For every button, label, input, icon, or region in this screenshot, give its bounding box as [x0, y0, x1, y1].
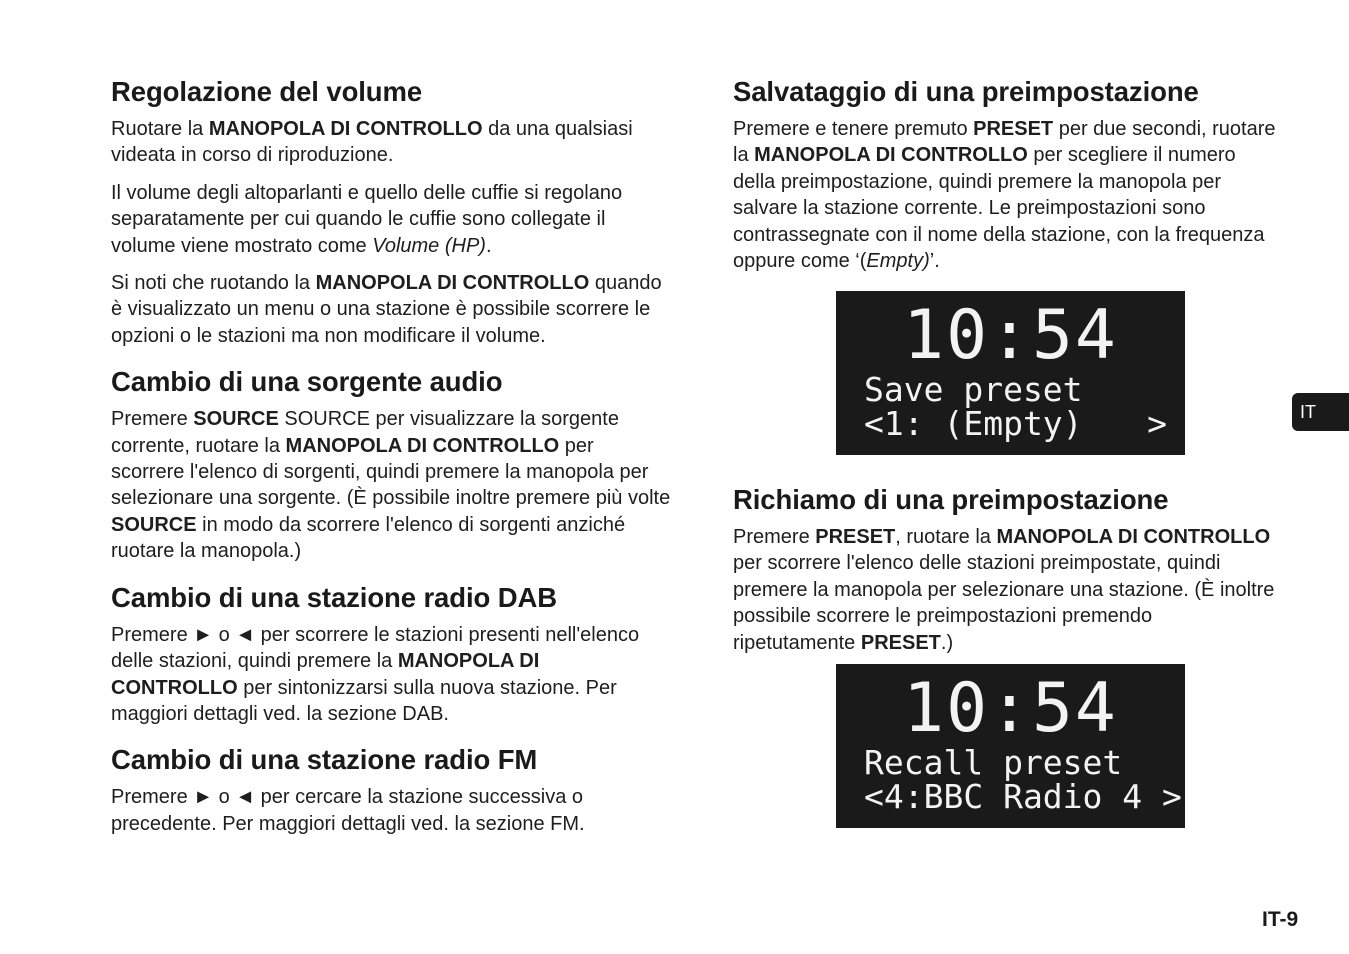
language-tab: IT — [1292, 393, 1349, 431]
volume-heading: Regolazione del volume — [111, 76, 423, 107]
display-line-2: <1: (Empty) — [864, 404, 1083, 443]
dab-paragraph — [111, 622, 671, 728]
display-clock: 10:54 — [903, 296, 1118, 375]
recall-preset-paragraph — [733, 524, 1278, 656]
left-column — [111, 72, 671, 848]
save-preset-heading: Salvataggio di una preimpostazione — [733, 76, 1199, 107]
text-span: da una qualsiasi videata in corso di riproduzione. — [111, 118, 633, 167]
dab-heading: Cambio di una stazione radio DAB — [111, 581, 558, 613]
text-span: .) — [940, 631, 954, 654]
display-line-2: <4:BBC Radio 4 > — [864, 777, 1182, 816]
volume-paragraph-3 — [111, 270, 671, 349]
text-span: Premere — [111, 408, 194, 431]
right-column — [733, 72, 1278, 285]
source-term: SOURCE — [111, 513, 197, 536]
display-clock: 10:54 — [903, 669, 1118, 748]
fm-heading: Cambio di una stazione radio FM — [111, 744, 538, 776]
fm-paragraph — [111, 784, 671, 837]
volume-section — [111, 72, 671, 349]
text-span: Ruotare la — [111, 118, 209, 140]
page-number: IT-9 — [1262, 908, 1299, 931]
text-span: per scorrere l'elenco di sorgenti, quindi premere la manopola per selezionare una sorgente. (È possibile inoltre premere più volte — [111, 434, 671, 510]
source-paragraph — [111, 406, 671, 564]
text-span: Premere e tenere premuto — [733, 118, 974, 140]
save-preset-display — [836, 291, 1185, 455]
text-span: Premere ► o ◄ per cercare la stazione successiva o precedente. Per maggiori dettagli ved. la sezione FM. — [111, 786, 585, 835]
text-span: quando è visualizzato un menu o una stazione è possibile scorrere le opzioni o le stazioni ma non modificare il volume. — [111, 272, 662, 347]
empty-term: Empty) — [866, 250, 930, 273]
volume-paragraph-2 — [111, 180, 671, 259]
text-span: in modo da scorrere l'elenco di sorgenti anziché ruotare la manopola.) — [111, 513, 626, 563]
control-knob-term: MANOPOLA DI CONTROLLO — [315, 272, 590, 295]
text-span: Si noti che ruotando la — [111, 272, 316, 295]
text-span: per due secondi, ruotare la — [733, 118, 1276, 167]
control-knob-term: MANOPOLA DI CONTROLLO — [996, 526, 1271, 548]
text-span: per sintonizzarsi sulla nuova stazione. Per maggiori dettagli ved. la sezione DAB. — [111, 676, 617, 725]
text-span: per scegliere il numero della preimpostazione, quindi premere la manopola per salvare la stazione corrente. Le preimpostazioni sono contrassegnate con il nome della stazione, con la frequenza oppure come ‘( — [733, 144, 1265, 273]
preset-term: PRESET — [815, 526, 896, 548]
source-section — [111, 362, 671, 564]
text-span: ’. — [929, 250, 940, 273]
dab-section — [111, 578, 671, 728]
save-preset-section — [733, 72, 1278, 274]
display-arrow: > — [1147, 404, 1167, 443]
recall-preset-display — [836, 664, 1185, 828]
source-heading: Cambio di una sorgente audio — [111, 366, 503, 398]
text-span: , ruotare la — [895, 526, 997, 548]
control-knob-term: MANOPOLA DI CONTROLLO — [754, 144, 1028, 167]
preset-term: PRESET — [860, 631, 941, 654]
text-span: Premere — [733, 526, 816, 548]
text-span: . — [485, 234, 492, 257]
source-term: SOURCE — [193, 408, 279, 431]
control-knob-term: MANOPOLA DI CONTROLLO — [208, 118, 483, 140]
volume-paragraph-1 — [111, 116, 671, 169]
save-preset-paragraph — [733, 116, 1278, 274]
display-line-1: Save preset — [864, 370, 1083, 409]
preset-term: PRESET — [973, 118, 1054, 140]
text-span: Il volume degli altoparlanti e quello delle cuffie si regolano separatamente per cui quando le cuffie sono collegate il volume viene mostrato come — [111, 181, 623, 257]
control-knob-term: MANOPOLA DI CONTROLLO — [285, 434, 560, 457]
recall-preset-heading: Richiamo di una preimpostazione — [733, 484, 1169, 515]
text-span: SOURCE per visualizzare la sorgente corrente, ruotare la — [111, 408, 619, 457]
text-span: Premere ► o ◄ per scorrere le stazioni presenti nell'elenco delle stazioni, quindi premere la — [111, 623, 640, 673]
control-knob-term: MANOPOLA DI CONTROLLO — [111, 650, 540, 699]
display-line-1: Recall preset — [864, 743, 1123, 782]
text-span: per scorrere l'elenco delle stazioni preimpostate, quindi premere la manopola per selezionare una stazione. (È inoltre possibile scorrere le preimpostazioni premendo ripetutamente — [733, 552, 1275, 654]
recall-preset-section — [733, 480, 1278, 667]
fm-section — [111, 740, 671, 837]
volume-hp-term: Volume (HP) — [372, 234, 486, 257]
